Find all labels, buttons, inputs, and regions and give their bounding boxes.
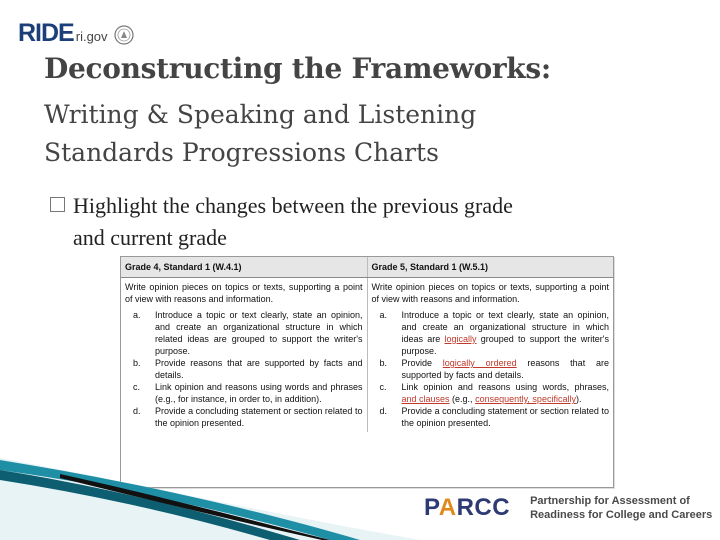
highlighted-change: and clauses (401, 394, 450, 404)
ride-logo-text: RIDE (18, 19, 74, 47)
page-title: Deconstructing the Frameworks: (44, 52, 551, 85)
ri-gov-text: ri.gov (75, 29, 108, 44)
highlighted-change: logically ordered (442, 358, 517, 368)
state-seal-icon (114, 25, 134, 45)
parcc-tagline: Partnership for Assessment of Readiness for College and Careers (530, 495, 713, 521)
decorative-swoosh (0, 440, 720, 540)
list-item: d. Provide a concluding statement or section related to the opinion presented. (133, 406, 363, 428)
list-item: a. Introduce a topic or text clearly, state an opinion, and create an organizational structure in which related ideas are grouped to support the writer's purpose. (133, 310, 363, 356)
highlighted-change: consequently, specifically (475, 394, 576, 404)
ride-logo (18, 14, 134, 46)
page-subtitle: Writing & Speaking and Listening Standards Progressions Charts (44, 100, 477, 167)
grade4-cell (121, 278, 367, 433)
bullet-text-line2: and current grade (73, 225, 227, 250)
bullet-text-line1: Highlight the changes between the previous grade (73, 193, 513, 218)
table-header-grade4: Grade 4, Standard 1 (W.4.1) (121, 257, 367, 278)
grade4-lead: Write opinion pieces on topics or texts, supporting a point of view with reasons and information. (125, 282, 363, 304)
list-item: c. Link opinion and reasons using words, phrases, and clauses (e.g., consequently, specifically). (379, 382, 609, 404)
parcc-wordmark: PARCC (424, 494, 511, 521)
list-item: b. Provide reasons that are supported by facts and details. (133, 358, 363, 380)
grade5-lead: Write opinion pieces on topics or texts, supporting a point of view with reasons and information. (371, 282, 609, 304)
bullet-box-icon (50, 197, 65, 212)
grade5-cell (367, 278, 613, 433)
highlighted-change: logically (444, 334, 477, 344)
list-item: d. Provide a concluding statement or section related to the opinion presented. (379, 406, 609, 428)
parcc-logo (424, 494, 712, 522)
list-item: b. Provide logically ordered reasons that are supported by facts and details. (379, 358, 609, 380)
list-item: c. Link opinion and reasons using words and phrases (e.g., for instance, in order to, in addition). (133, 382, 363, 404)
list-item: a. Introduce a topic or text clearly, state an opinion, and create an organizational structure in which ideas are logically grouped to support the writer's purpose. (379, 310, 609, 356)
bullet-point (50, 190, 690, 254)
table-header-grade5: Grade 5, Standard 1 (W.5.1) (367, 257, 613, 278)
